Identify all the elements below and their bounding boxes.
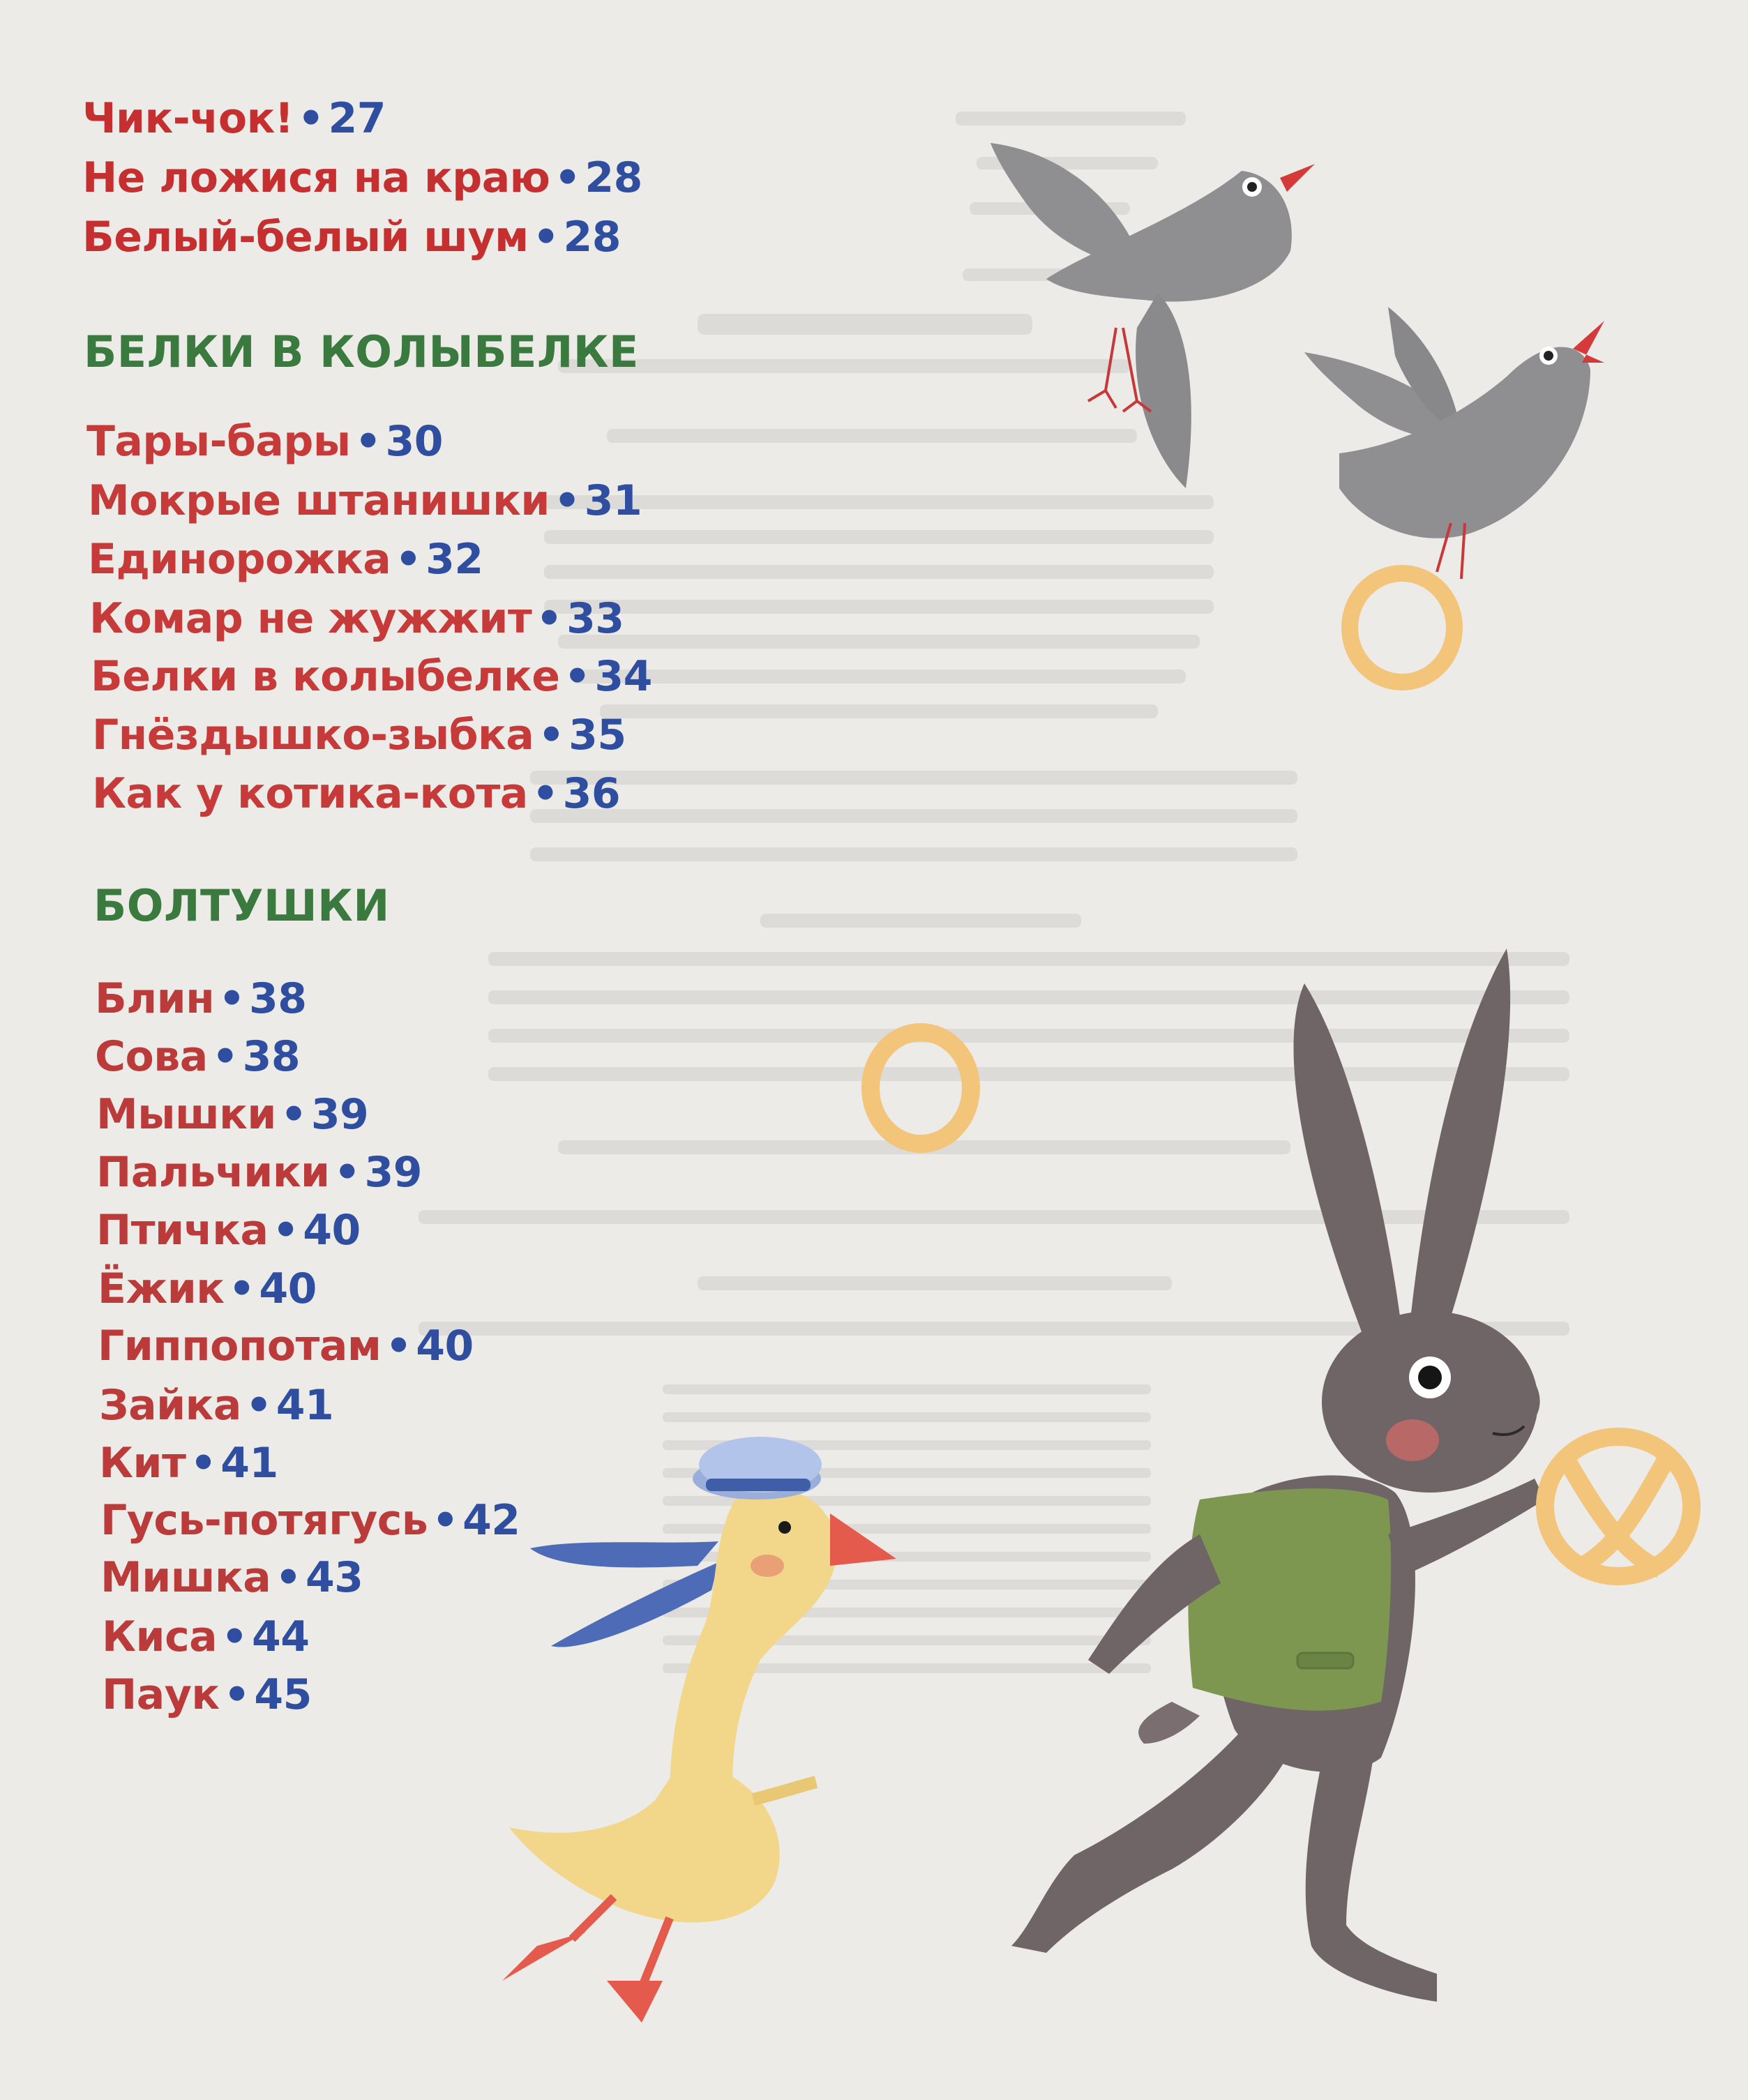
toc-entry-title: Мокрые штанишки [88, 476, 550, 525]
page-number: 45 [254, 1670, 312, 1719]
toc-entry-title: Кит [99, 1439, 186, 1488]
separator-dot: • [228, 1264, 255, 1313]
separator-dot: • [333, 1148, 361, 1197]
toc-entry-title: Комар не жужжит [89, 594, 532, 643]
toc-entry-title: Белый-белый шум [82, 213, 529, 262]
toc-entry[interactable] [100, 1496, 520, 1545]
page-number: 41 [276, 1381, 334, 1430]
separator-dot: • [190, 1439, 217, 1488]
toc-entry[interactable] [96, 1090, 369, 1139]
separator-dot: • [432, 1496, 459, 1545]
separator-dot: • [532, 769, 559, 818]
section-heading: БОЛТУШКИ [93, 880, 390, 931]
page-number: 38 [242, 1032, 301, 1081]
toc-entry[interactable] [95, 1032, 301, 1081]
page-number: 40 [416, 1322, 474, 1370]
page-number: 28 [563, 213, 621, 262]
page-number: 31 [584, 476, 642, 525]
toc-entry[interactable] [96, 1206, 361, 1255]
toc-entry[interactable] [98, 1322, 474, 1370]
page-number: 44 [252, 1612, 310, 1661]
toc-entry[interactable] [82, 213, 621, 262]
page-number: 30 [385, 417, 443, 466]
page-number: 36 [562, 769, 621, 818]
page-number: 35 [568, 711, 626, 760]
toc-entry[interactable] [91, 652, 652, 701]
toc-entry[interactable] [88, 476, 642, 525]
separator-dot: • [536, 594, 563, 643]
bird-with-ring-icon [1304, 307, 1604, 682]
page-number: 39 [310, 1090, 369, 1139]
page-number: 28 [585, 153, 642, 202]
separator-dot: • [554, 153, 581, 202]
toc-entry[interactable] [82, 153, 642, 202]
toc-entry[interactable] [99, 1439, 278, 1488]
toc-entry[interactable] [88, 535, 483, 584]
goose-icon [502, 1489, 896, 2023]
page-number: 27 [328, 94, 386, 143]
toc-entry-title: Паук [102, 1670, 220, 1719]
toc-entry[interactable] [98, 1264, 317, 1313]
page-number: 33 [566, 594, 624, 643]
separator-dot: • [395, 535, 422, 584]
toc-entry[interactable] [102, 1612, 310, 1661]
separator-dot: • [532, 213, 559, 262]
toc-entry-title: Зайка [99, 1381, 241, 1430]
toc-entry-title: Единорожка [88, 535, 391, 584]
toc-entry[interactable] [96, 1148, 422, 1197]
toc-entry-title: Гнёздышко-зыбка [92, 711, 534, 760]
toc-entry[interactable] [95, 974, 307, 1023]
pretzel-icon [1545, 1437, 1692, 1576]
toc-entry-title: Мишка [100, 1553, 271, 1602]
page-number: 39 [364, 1148, 422, 1197]
separator-dot: • [211, 1032, 239, 1081]
toc-entry[interactable] [92, 769, 621, 818]
separator-dot: • [275, 1553, 302, 1602]
separator-dot: • [538, 711, 565, 760]
toc-entry-title: Тары-бары [86, 417, 351, 466]
section-heading: БЕЛКИ В КОЛЫБЕЛКЕ [84, 326, 639, 377]
separator-dot: • [280, 1090, 307, 1139]
toc-entry[interactable] [99, 1381, 334, 1430]
page-number: 41 [220, 1439, 278, 1488]
page-number: 40 [259, 1264, 317, 1313]
toc-entry-title: Гиппопотам [98, 1322, 382, 1370]
separator-dot: • [564, 652, 591, 701]
separator-dot: • [553, 476, 580, 525]
separator-dot: • [385, 1322, 412, 1370]
page-number: 38 [249, 974, 307, 1023]
separator-dot: • [297, 94, 324, 143]
separator-dot: • [272, 1206, 299, 1255]
toc-entry-title: Птичка [96, 1206, 269, 1255]
toc-entry[interactable] [102, 1670, 312, 1719]
toc-entry-title: Мышки [96, 1090, 276, 1139]
page-number: 40 [303, 1206, 361, 1255]
toc-entry[interactable] [86, 417, 443, 466]
toc-entry-title: Как у котика-кота [92, 769, 528, 818]
toc-entry[interactable] [92, 711, 626, 760]
toc-entry-title: Белки в колыбелке [91, 652, 560, 701]
separator-dot: • [245, 1381, 272, 1430]
toc-entry-title: Пальчики [96, 1148, 330, 1197]
toc-entry[interactable] [89, 594, 624, 643]
toc-entry[interactable] [82, 94, 386, 143]
ring-icon [871, 1032, 971, 1144]
toc-entry-title: Чик-чок! [82, 94, 294, 143]
separator-dot: • [354, 417, 382, 466]
toc-entry-title: Киса [102, 1612, 218, 1661]
page-number: 32 [425, 535, 483, 584]
page-number: 42 [462, 1496, 520, 1545]
toc-entry[interactable] [100, 1553, 363, 1602]
separator-dot: • [223, 1670, 250, 1719]
toc-entry-title: Не ложися на краю [82, 153, 550, 202]
page-number: 34 [594, 652, 652, 701]
toc-entry-title: Ёжик [98, 1264, 225, 1313]
toc-entry-title: Сова [95, 1032, 208, 1081]
toc-entry-title: Гусь-потягусь [100, 1496, 428, 1545]
toc-entry-title: Блин [95, 974, 215, 1023]
separator-dot: • [218, 974, 246, 1023]
separator-dot: • [221, 1612, 248, 1661]
page-number: 43 [306, 1553, 363, 1602]
